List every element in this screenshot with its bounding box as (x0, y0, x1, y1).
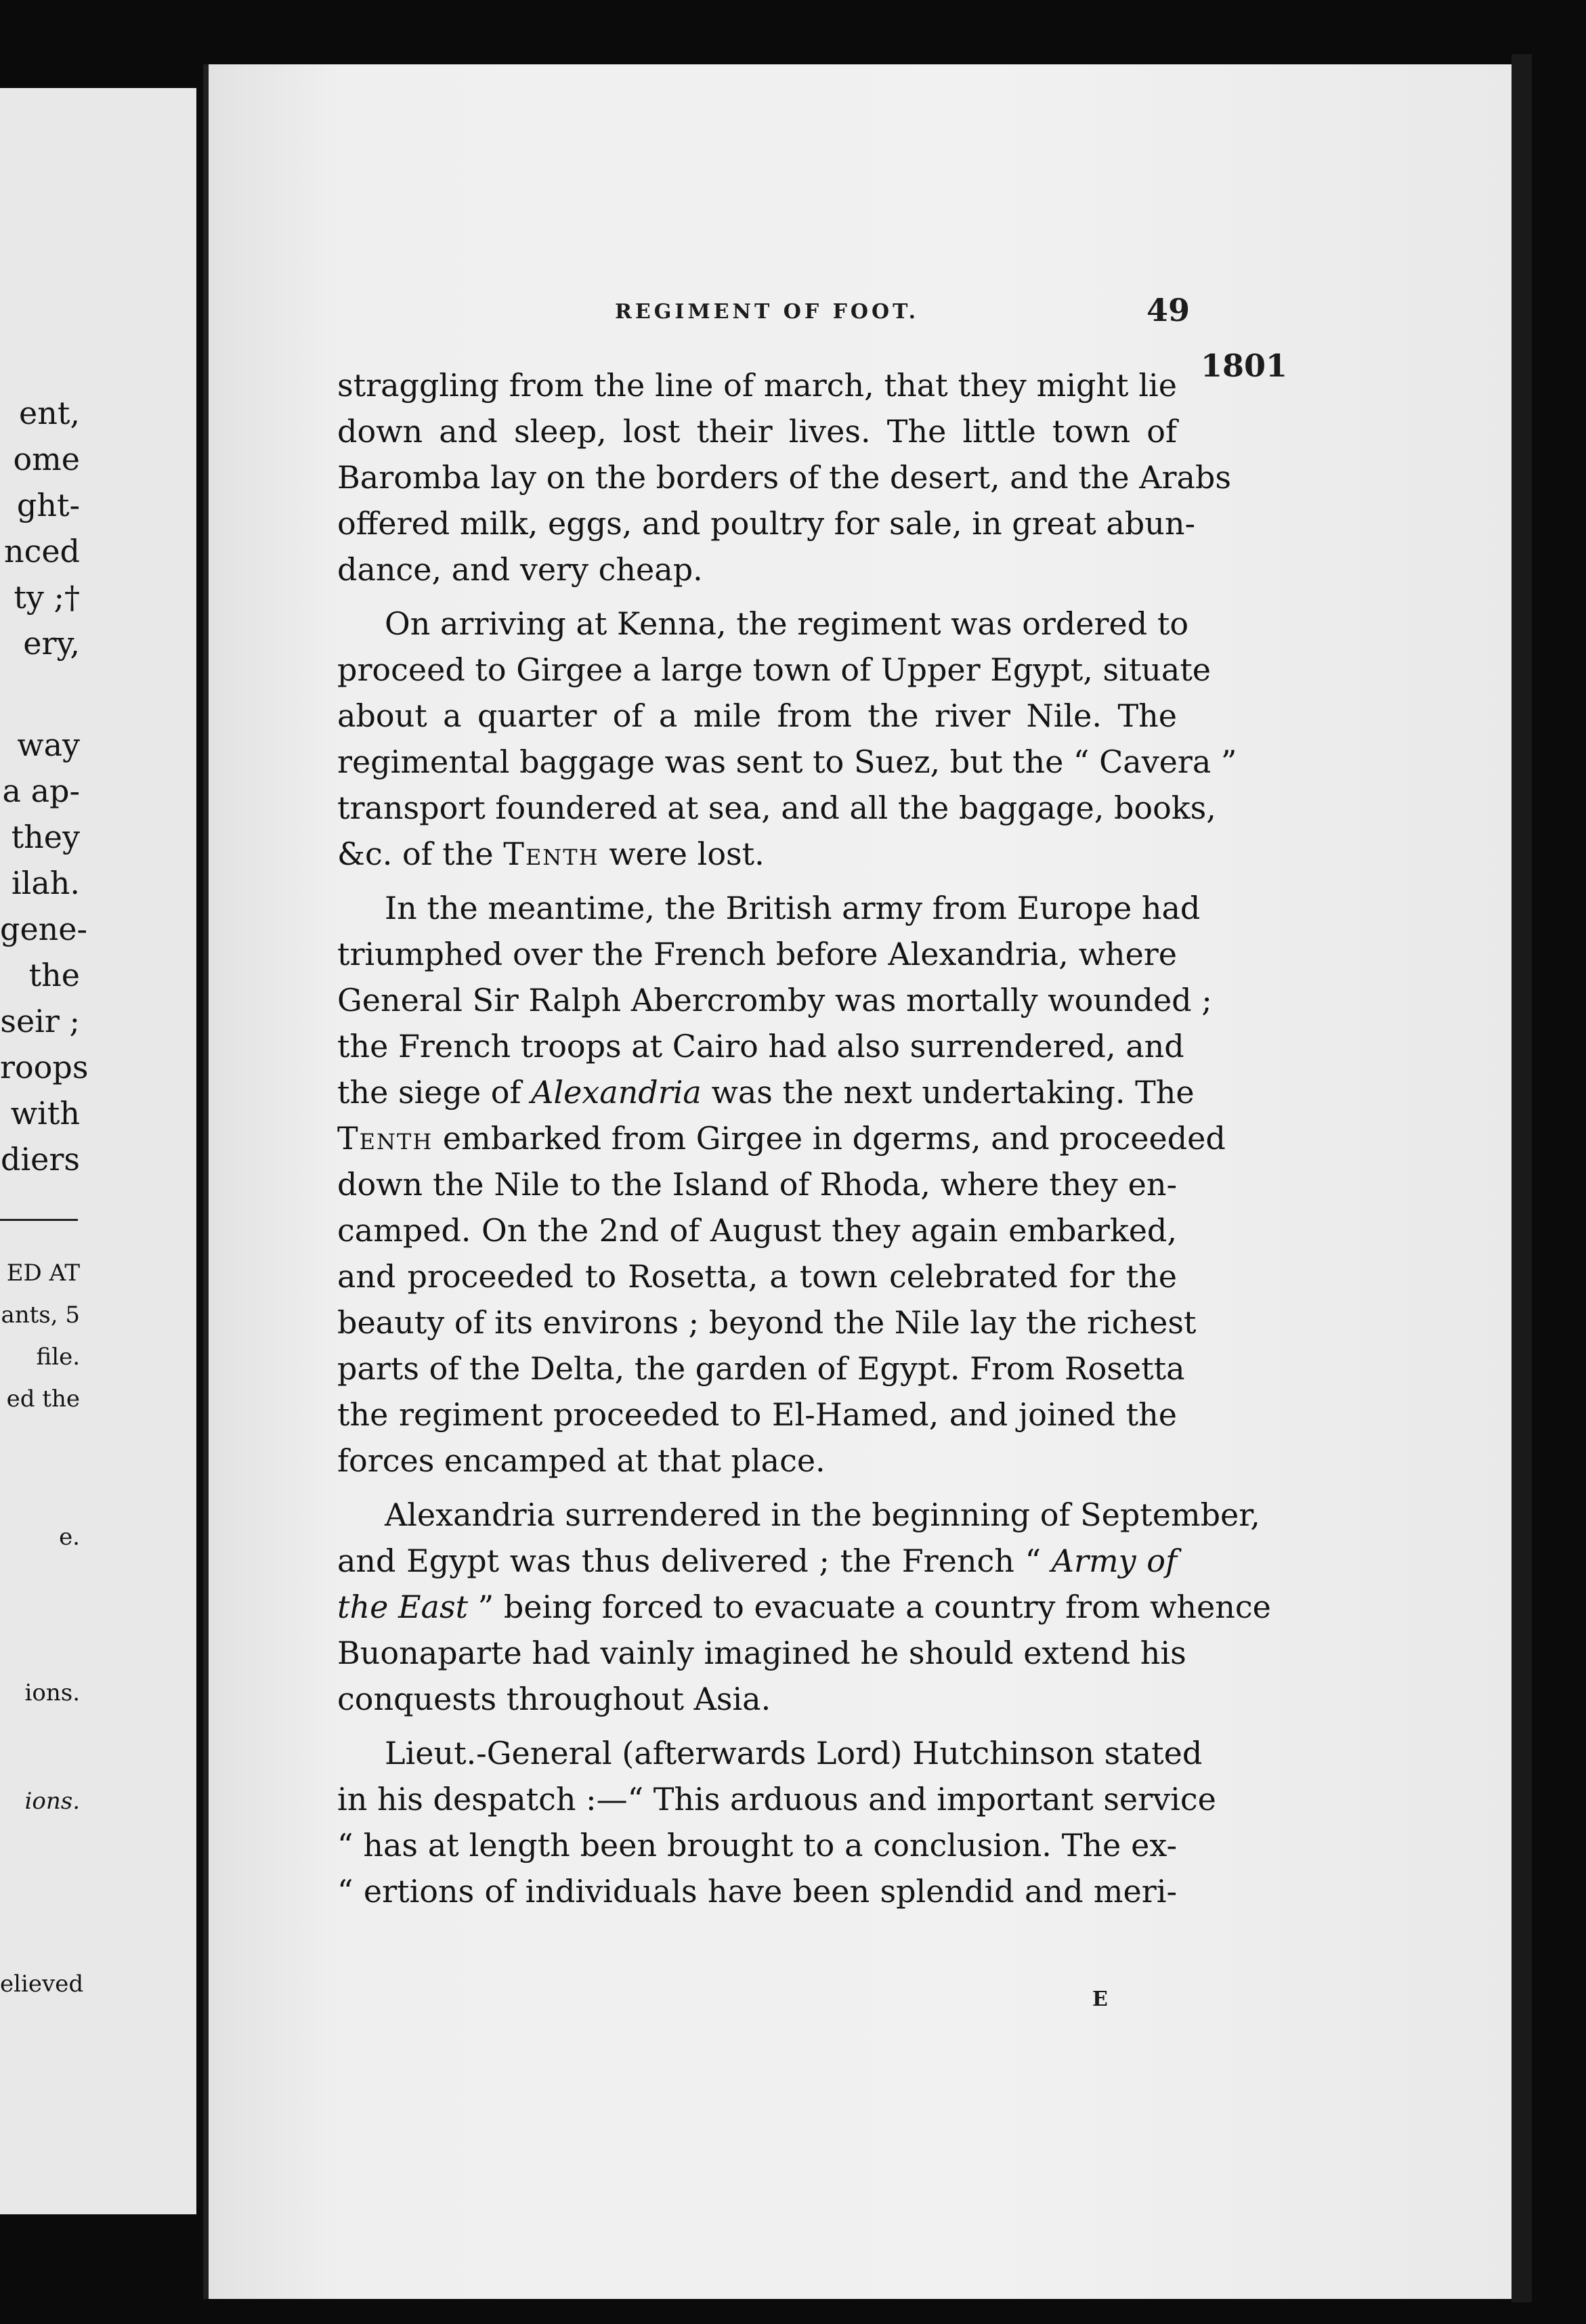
text-line: proceed to Girgee a large town of Upper Egypt, situate (337, 651, 1212, 688)
text-line: offered milk, eggs, and poultry for sale, in great abun- (337, 505, 1196, 542)
page-number: 49 (1146, 292, 1191, 328)
text-line (337, 1069, 1195, 1115)
text-line (337, 831, 1177, 877)
text-line: Lieut.-General (afterwards Lord) Hutchinson stated (385, 1735, 1203, 1771)
text-line: In the meantime, the British army from Europe had (385, 890, 1201, 926)
regiment-name: Tenth (337, 1120, 433, 1157)
left-line: they (11, 819, 80, 855)
left-line: way (17, 727, 80, 763)
book-page (203, 64, 1516, 2299)
left-line: ED AT (6, 1260, 80, 1287)
left-line: e. (59, 1524, 80, 1551)
running-head-title: REGIMENT OF FOOT. (615, 300, 920, 324)
left-line: diers (1, 1141, 80, 1178)
left-line: nced (3, 533, 80, 569)
text-line (337, 1115, 1226, 1161)
text-line: General Sir Ralph Abercromby was mortally wounded ; (337, 982, 1212, 1018)
text-line: “ has at length been brought to a conclusion. The ex- (337, 1827, 1177, 1864)
left-divider (0, 1219, 78, 1221)
text-line: triumphed over the French before Alexandria, where (337, 936, 1177, 972)
text-line: On arriving at Kenna, the regiment was ordered to (385, 605, 1189, 642)
text-line: “ ertions of individuals have been splendid and meri- (337, 1873, 1177, 1910)
text-line: camped. On the 2nd of August they again embarked, (337, 1212, 1177, 1249)
left-line: seir ; (0, 1003, 80, 1039)
left-line: file. (36, 1343, 80, 1371)
paragraph (337, 885, 1226, 1484)
left-line: ions. (24, 1679, 80, 1706)
left-line: ilah. (11, 865, 80, 901)
left-line: gene- (0, 911, 88, 947)
page-edge-shadow (1512, 54, 1532, 2302)
text-line (337, 1584, 1271, 1630)
text-line: straggling from the line of march, that they might lie (337, 367, 1177, 404)
text-fragment: were lost. (599, 836, 765, 872)
text-fragment: the siege of (337, 1074, 532, 1111)
text-line: Buonaparte had vainly imagined he should extend his (337, 1635, 1186, 1671)
italic-phrase: the East (337, 1589, 469, 1625)
left-line: a ap- (2, 773, 80, 809)
text-line: the regiment proceeded to El-Hamed, and joined the (337, 1396, 1177, 1433)
text-line: beauty of its environs ; beyond the Nile lay the richest (337, 1304, 1197, 1341)
text-line: transport foundered at sea, and all the baggage, books, (337, 790, 1216, 826)
paragraph (337, 1730, 1216, 1914)
left-line: elieved (0, 1971, 84, 1998)
text-fragment: &c. of the (337, 836, 504, 872)
margin-year: 1801 (1201, 347, 1288, 384)
text-fragment: was the next undertaking. The (701, 1074, 1195, 1111)
left-line: ght- (16, 487, 80, 523)
text-fragment: embarked from Girgee in dgerms, and proceeded (433, 1120, 1226, 1157)
running-head (209, 292, 1516, 334)
text-line: regimental baggage was sent to Suez, but the “ Cavera ” (337, 744, 1237, 780)
paragraph (337, 362, 1231, 593)
text-line: in his despatch :—“ This arduous and important service (337, 1781, 1216, 1817)
text-line: and proceeded to Rosetta, a town celebrated for the (337, 1258, 1177, 1295)
italic-phrase: Army of (1051, 1543, 1177, 1579)
paragraph (337, 601, 1237, 877)
text-fragment: and Egypt was thus delivered ; the French “ (337, 1543, 1052, 1579)
left-line: ent, (19, 395, 80, 431)
text-line: Alexandria surrendered in the beginning of September, (385, 1497, 1260, 1533)
left-line: ants, 5 (1, 1301, 80, 1329)
left-line: ed the (6, 1385, 80, 1413)
left-line: ome (13, 441, 80, 477)
text-line: about a quarter of a mile from the river Nile. The (337, 697, 1177, 734)
regiment-name: Tenth (503, 836, 599, 872)
left-line: ty ;† (14, 579, 80, 616)
text-line: Baromba lay on the borders of the desert, and the Arabs (337, 459, 1231, 496)
body-text (337, 362, 1271, 1922)
text-line: the French troops at Cairo had also surrendered, and (337, 1028, 1184, 1064)
text-line: dance, and very cheap. (337, 551, 703, 588)
text-line: conquests throughout Asia. (337, 1681, 771, 1717)
italic-place: Alexandria (531, 1074, 702, 1111)
text-line: forces encamped at that place. (337, 1442, 826, 1479)
text-line: down the Nile to the Island of Rhoda, where they en- (337, 1166, 1177, 1203)
left-line: the (28, 957, 80, 993)
left-line: ions. (24, 1788, 80, 1815)
left-line: roops (0, 1049, 89, 1085)
paragraph (337, 1492, 1271, 1722)
text-line: down and sleep, lost their lives. The little town of (337, 413, 1177, 450)
text-line: parts of the Delta, the garden of Egypt. From Rosetta (337, 1350, 1185, 1387)
text-fragment: ” being forced to evacuate a country from whence (468, 1589, 1271, 1625)
left-line: with (10, 1095, 80, 1132)
text-line (337, 1538, 1177, 1584)
signature-mark: E (1092, 1987, 1108, 2011)
previous-page-fragment (0, 88, 196, 2214)
left-line: ery, (23, 625, 80, 662)
